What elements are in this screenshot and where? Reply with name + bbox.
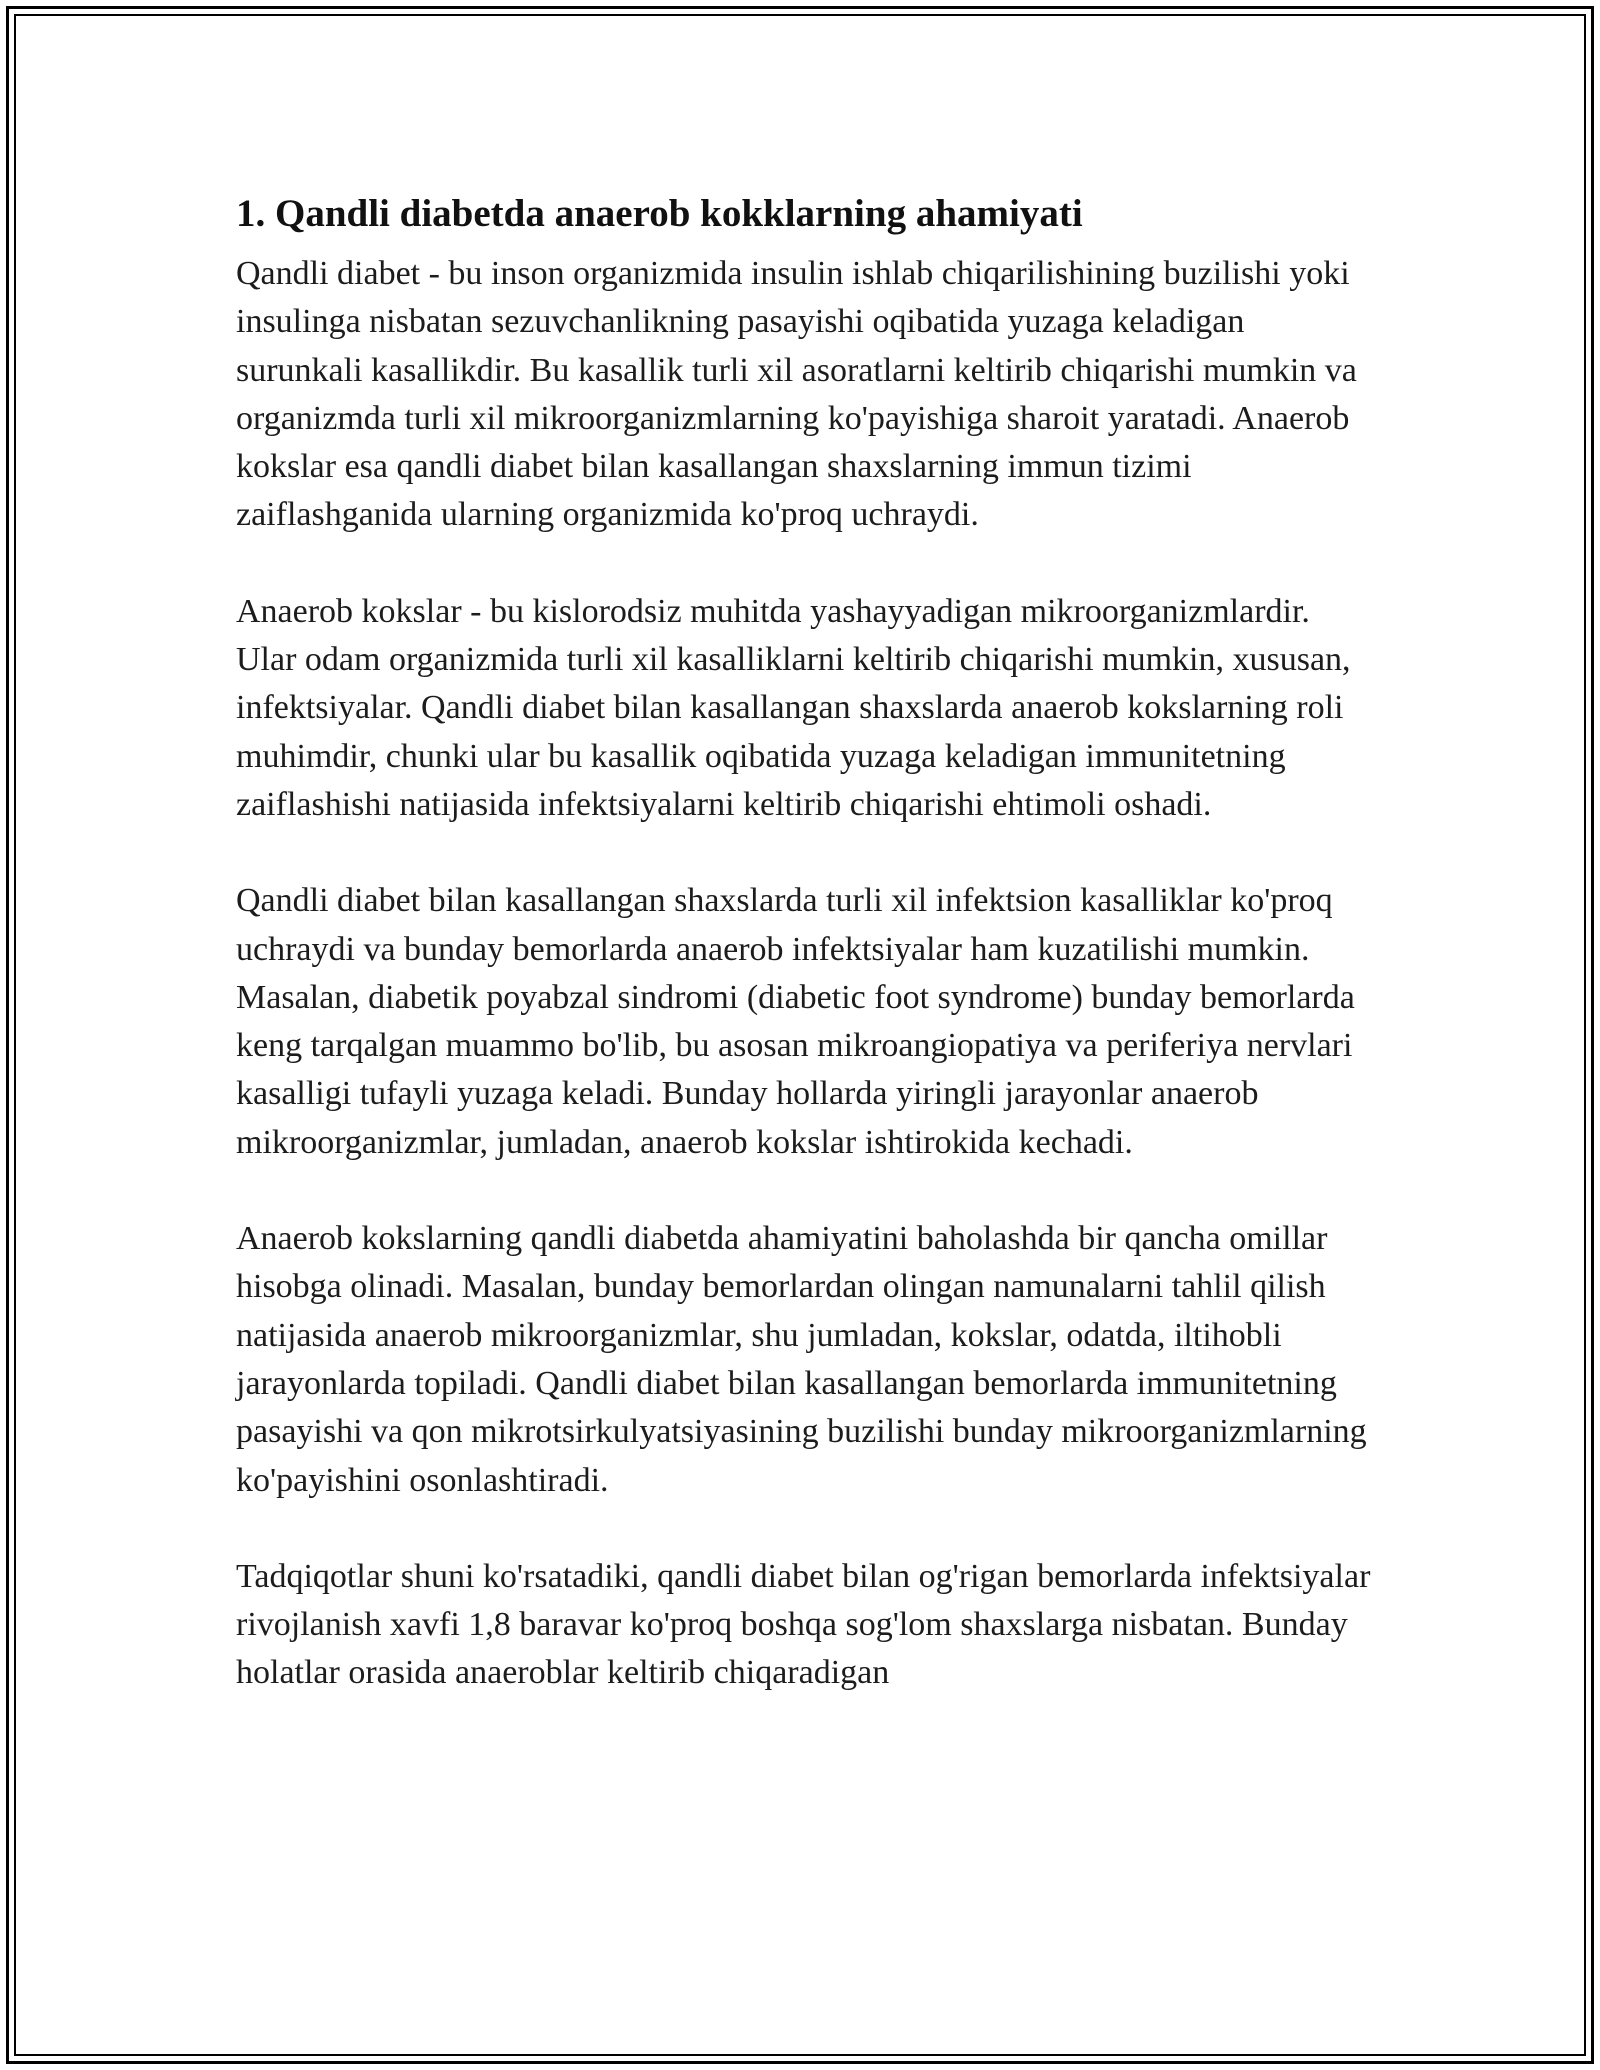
paragraph-4: Anaerob kokslarning qandli diabetda ahamiyatini baholashda bir qancha omillar hisobga olinadi. Masalan, bunday bemorlardan olingan namunalarni tahlil qilish natijasida anaerob mikroorganizmlar, shu jumladan, kokslar, odatda, iltihobli jarayonlarda topiladi. Qandli diabet bilan kasallangan bemorlarda immunitetning pasayishi va qon mikrotsirkulyatsiyasining buzilishi bunday mikroorganizmlarning ko'payishini osonlashtiradi.	[236, 1220, 1367, 1499]
document-body	[236, 182, 1376, 1746]
paragraph-2: Anaerob kokslar - bu kislorodsiz muhitda yashayyadigan mikroorganizmlardir. Ular odam organizmida turli xil kasalliklarni keltirib chiqarishi mumkin, xususan, infektsiyalar. Qandli diabet bilan kasallangan shaxslarda anaerob kokslarning roli muhimdir, chunki ular bu kasallik oqibatida yuzaga keladigan immunitetning zaiflashishi natijasida infektsiyalarni keltirib chiqarishi ehtimoli oshadi.	[236, 592, 1351, 823]
paragraph-1: Qandli diabet - bu inson organizmida insulin ishlab chiqarilishining buzilishi yoki insulinga nisbatan sezuvchanlikning pasayishi oqibatida yuzaga keladigan surunkali kasallikdir. Bu kasallik turli xil asoratlarni keltirib chiqarishi mumkin va organizmda turli xil mikroorganizmlarning ko'payishiga sharoit yaratadi. Anaerob kokslar esa qandli diabet bilan kasallangan shaxslarning immun tizimi zaiflashganida ularning organizmida ko'proq uchraydi.	[236, 255, 1357, 534]
paragraph-3: Qandli diabet bilan kasallangan shaxslarda turli xil infektsion kasalliklar ko'proq uchraydi va bunday bemorlarda anaerob infektsiyalar ham kuzatilishi mumkin. Masalan, diabetik poyabzal sindromi (diabetic foot syndrome) bunday bemorlarda keng tarqalgan muammo bo'lib, bu asosan mikroangiopatiya va periferiya nervlari kasalligi tufayli yuzaga keladi. Bunday hollarda yiringli jarayonlar anaerob mikroorganizmlar, jumladan, anaerob kokslar ishtirokida kechadi.	[236, 882, 1355, 1161]
section-heading: 1. Qandli diabetda anaerob kokklarning ahamiyati	[236, 192, 1083, 235]
paragraph-5: Tadqiqotlar shuni ko'rsatadiki, qandli diabet bilan og'rigan bemorlarda infektsiyalar rivojlanish xavfi 1,8 baravar ko'proq boshqa sog'lom shaxslarga nisbatan. Bunday holatlar orasida anaeroblar keltirib chiqaradigan	[236, 1557, 1371, 1692]
